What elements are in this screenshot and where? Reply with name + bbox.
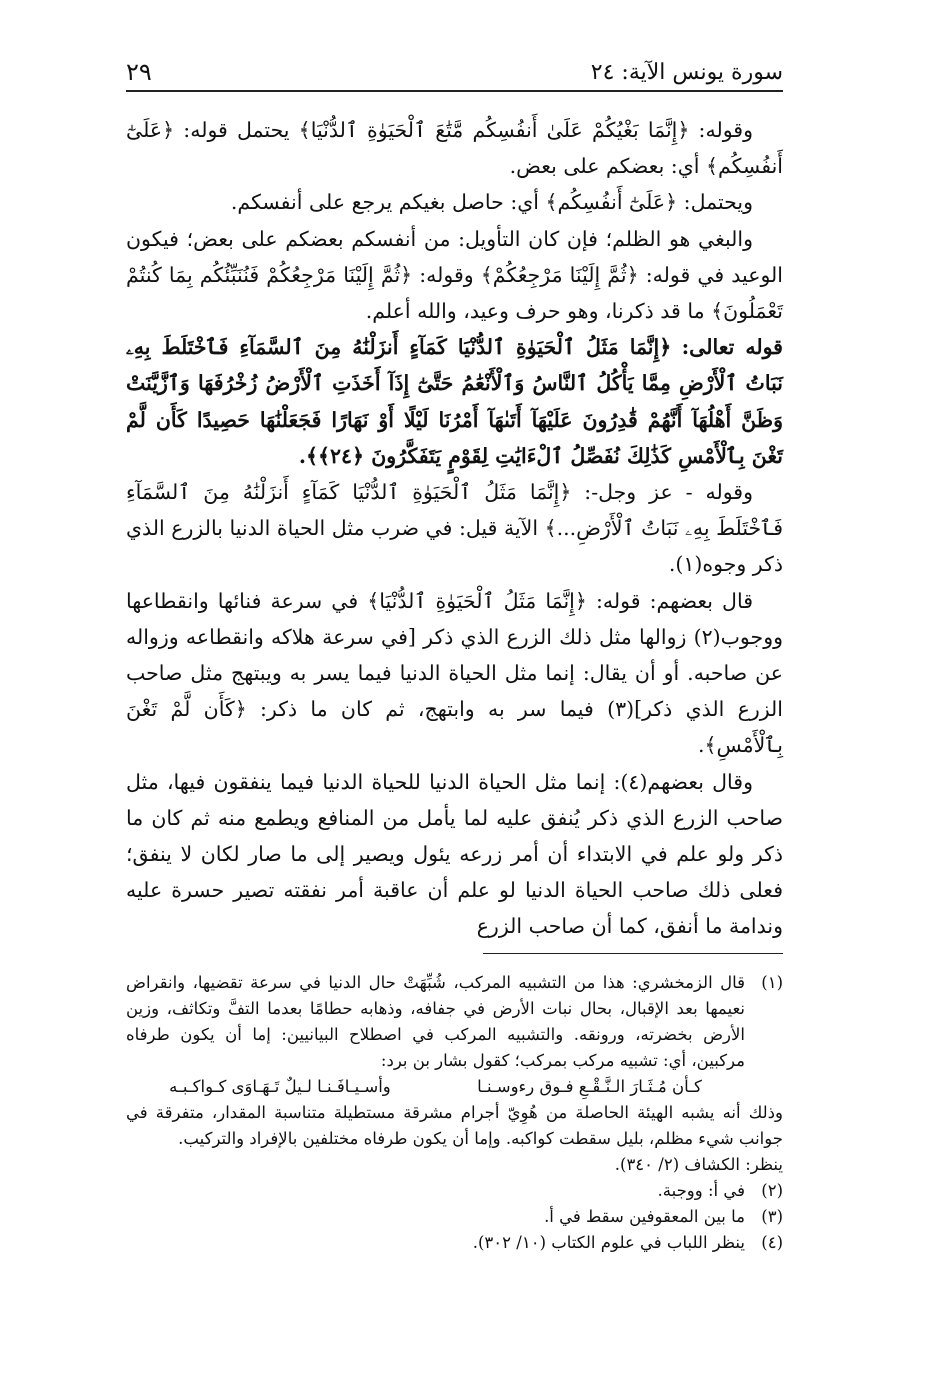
footnote-text: في أ: ووجبة. bbox=[657, 1181, 745, 1200]
footnote-text: ما بين المعقوفين سقط في أ. bbox=[544, 1207, 745, 1226]
page-number: ٢٩ bbox=[126, 58, 152, 86]
footnote bbox=[126, 1204, 783, 1230]
footnote-reference: ينظر: الكشاف (٢/ ٣٤٠). bbox=[614, 1155, 783, 1174]
main-text bbox=[126, 112, 783, 945]
footnote-separator bbox=[483, 953, 783, 954]
footnote-text: ينظر اللباب في علوم الكتاب (١٠/ ٣٠٢). bbox=[472, 1233, 745, 1252]
poem-hemistich-right: كـأن مُـثَـارَ الـنَّـقْـعِ فـوق رءوسـنـا bbox=[477, 1077, 702, 1096]
paragraph: وقوله: ﴿إِنَّمَا بَغْيُكُمْ عَلَىٰ أَنفُسِكُم مَّتَٰعَ ٱلْحَيَوٰةِ ٱلدُّنْيَا﴾ يحتمل قوله: ﴿عَلَىٰٓ أَنفُسِكُم﴾ أي: بعضكم على بعض. bbox=[126, 118, 783, 179]
verse-lead: قوله تعالى: bbox=[681, 335, 783, 360]
paragraph: وقوله - عز وجل-: ﴿إِنَّمَا مَثَلُ ٱلْحَيَوٰةِ ٱلدُّنْيَا كَمَآءٍ أَنزَلْنَٰهُ مِنَ ٱلسَّمَآءِ فَٱخْتَلَطَ بِهِۦ نَبَاتُ ٱلْأَرْضِ...﴾ الآية قيل: في ضرب مثل الحياة الدنيا بالزرع الذي ذكر وجوه(١). bbox=[126, 480, 783, 577]
footnote-mark: (٢) bbox=[761, 1181, 783, 1200]
paragraph: والبغي هو الظلم؛ فإن كان التأويل: من أنفسكم بعضكم على بعض؛ فيكون الوعيد في قوله: ﴿ثُمَّ إِلَيْنَا مَرْجِعُكُمْ﴾ وقوله: ﴿ثُمَّ إِلَيْنَا مَرْجِعُكُمْ فَنُنَبِّئُكُم بِمَا كُنتُمْ تَعْمَلُونَ﴾ ما قد ذكرنا، وهو حرف وعيد، والله أعلم. bbox=[126, 226, 783, 324]
footnote-mark: (١) bbox=[761, 973, 783, 992]
poem-hemistich-left: وأسـيـافَـنـا لـيلٌ تَـهَـاوَى كـواكـبـه bbox=[169, 1077, 391, 1096]
paragraph: ويحتمل: ﴿عَلَىٰٓ أَنفُسِكُم﴾ أي: حاصل بغيكم يرجع على أنفسكم. bbox=[230, 190, 753, 215]
running-title: سورة يونس الآية: ٢٤ bbox=[590, 59, 783, 85]
footnote bbox=[126, 1178, 783, 1204]
page-header bbox=[126, 54, 783, 92]
poem-verse bbox=[126, 1074, 745, 1100]
quran-verse: ﴿إِنَّمَا مَثَلُ ٱلْحَيَوٰةِ ٱلدُّنْيَا كَمَآءٍ أَنزَلْنَٰهُ مِنَ ٱلسَّمَآءِ فَٱخْتَلَطَ بِهِۦ نَبَاتُ ٱلْأَرْضِ مِمَّا يَأْكُلُ ٱلنَّاسُ وَٱلْأَنْعَٰمُ حَتَّىٰٓ إِذَآ أَخَذَتِ ٱلْأَرْضُ زُخْرُفَهَا وَٱزَّيَّنَتْ وَظَنَّ أَهْلُهَآ أَنَّهُمْ قَٰدِرُونَ عَلَيْهَآ أَتَىٰهَآ أَمْرُنَا لَيْلًا أَوْ نَهَارًا فَجَعَلْنَٰهَا حَصِيدًا كَأَن لَّمْ تَغْنَ بِٱلْأَمْسِ كَذَٰلِكَ نُفَصِّلُ ٱلْءَايَٰتِ لِقَوْمٍ يَتَفَكَّرُونَ ﴿٢٤﴾﴾. bbox=[126, 335, 783, 468]
footnote bbox=[126, 1230, 783, 1256]
footnote-mark: (٣) bbox=[761, 1207, 783, 1226]
footnotes bbox=[126, 970, 783, 1256]
paragraph: وقال بعضهم(٤): إنما مثل الحياة الدنيا للحياة الدنيا فيما ينفقون فيها، مثل صاحب الزرع الذي ذكر يُنفق عليه لما يأمل من المنافع ويطمع منه ثم كان ما ذكر ولو علم في الابتداء أن أمر زرعه يئول ويصير إلى ما صار لكان لا ينفق؛ فعلى ذلك صاحب الحياة الدنيا لو علم أن عاقبة أمر نفقته تصير حسرة عليه وندامة ما أنفق، كما أن صاحب الزرع bbox=[126, 769, 783, 939]
footnote bbox=[126, 970, 783, 1074]
footnote-mark: (٤) bbox=[761, 1233, 783, 1252]
footnote-continuation: وذلك أنه يشبه الهيئة الحاصلة من هُوِيّ أجرام مشرقة مستطيلة متناسبة المقدار، متفرقة في جوانب شيء مظلم، بليل سقطت كواكبه. وإما أن يكون طرفاه مختلفين بالإفراد والتركيب. bbox=[126, 1103, 783, 1148]
footnote-text: قال الزمخشري: هذا من التشبيه المركب، شُبِّهَتْ حال الدنيا في سرعة تقضيها، وانقراض نعيمها بعد الإقبال، بحال نبات الأرض في جفافه، وذهابه حطامًا بعدما التفَّ وتكاثف، وزين الأرض بخضرته، ورونقه. والتشبيه المركب في اصطلاح البيانيين: إما أن يكون طرفاه مركبين، أي: تشبيه مركب بمركب؛ كقول بشار بن برد: bbox=[126, 973, 745, 1070]
paragraph: قال بعضهم: قوله: ﴿إِنَّمَا مَثَلُ ٱلْحَيَوٰةِ ٱلدُّنْيَا﴾ في سرعة فنائها وانقطاعها ووجوب(٢) زوالها مثل ذلك الزرع الذي ذكر [في سرعة هلاكه وانقطاعه وزواله عن صاحبه. أو أن يقال: إنما مثل الحياة الدنيا فيما يسر به ويبتهج مثل صاحب الزرع الذي ذكر](٣) فيما سر به وابتهج، ثم كان ما ذكر: ﴿كَأَن لَّمْ تَغْنَ بِٱلْأَمْسِ﴾. bbox=[126, 588, 783, 758]
verse-paragraph bbox=[126, 329, 783, 474]
